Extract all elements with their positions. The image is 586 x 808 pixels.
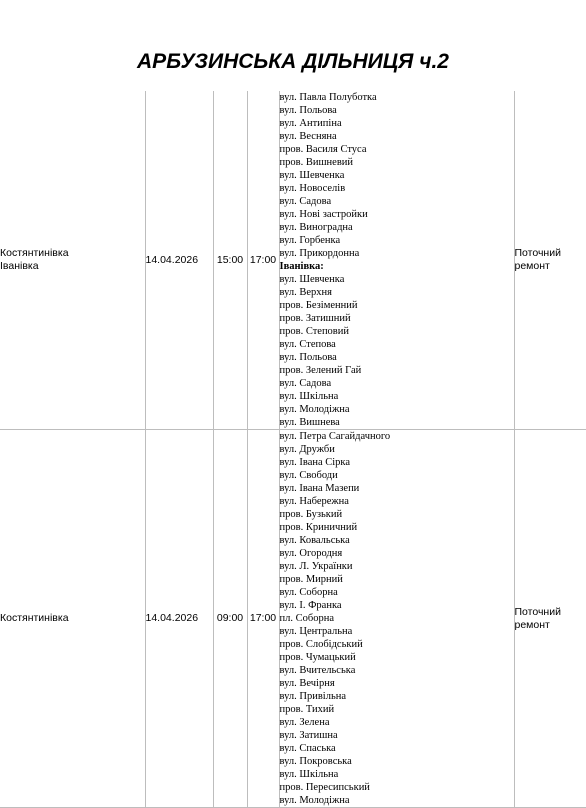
street-item: вул. Польова [280,351,514,364]
table-row [0,91,586,430]
street-item: вул. Шевченка [280,169,514,182]
page-title: АРБУЗИНСЬКА ДІЛЬНИЦЯ ч.2 [0,49,586,75]
street-item: вул. Садова [280,195,514,208]
location-line: Костянтинівка [0,247,145,260]
street-item: вул. Центральна [280,625,514,638]
street-item: пров. Зелений Гай [280,364,514,377]
street-item: вул. Шкільна [280,390,514,403]
street-item: вул. Привільна [280,690,514,703]
street-item: вул. Ковальська [280,534,514,547]
street-item: пров. Вишневий [280,156,514,169]
street-item: вул. Вчительська [280,664,514,677]
work-type-cell [514,430,586,808]
street-item: вул. Верхня [280,286,514,299]
street-item: вул. Шевченка [280,273,514,286]
street-item: вул. Антипіна [280,117,514,130]
table-row [0,430,586,808]
work-type-line: ремонт [515,619,586,632]
end-time-cell: 17:00 [247,91,279,430]
street-item: пров. Криничний [280,521,514,534]
street-item: пров. Степовий [280,325,514,338]
street-item: пров. Василя Стуса [280,143,514,156]
street-item: вул. Спаська [280,742,514,755]
location-cell [0,430,145,808]
work-type-line: Поточний [515,247,586,260]
start-time-cell: 15:00 [213,91,247,430]
outage-schedule-table [0,91,586,808]
street-item: вул. І. Франка [280,599,514,612]
village-heading: Іванівка: [280,260,514,273]
street-item: вул. Садова [280,377,514,390]
work-type-line: Поточний [515,606,586,619]
street-item: пров. Бузький [280,508,514,521]
street-item: вул. Нові застройки [280,208,514,221]
street-item: вул. Горбенка [280,234,514,247]
street-list-cell [279,430,514,808]
street-item: вул. Івана Мазепи [280,482,514,495]
street-item: вул. Набережна [280,495,514,508]
street-item: вул. Зелена [280,716,514,729]
street-item: вул. Дружби [280,443,514,456]
street-item: вул. Петра Сагайдачного [280,430,514,443]
street-item: вул. Новоселів [280,182,514,195]
work-type-cell [514,91,586,430]
date-cell: 14.04.2026 [145,91,213,430]
street-item: пров. Чумацький [280,651,514,664]
street-item: вул. Затишна [280,729,514,742]
street-item: вул. Весняна [280,130,514,143]
street-item: пров. Слобідський [280,638,514,651]
end-time-cell: 17:00 [247,430,279,808]
street-item: вул. Свободи [280,469,514,482]
street-item: вул. Молодіжна [280,403,514,416]
street-item: пров. Безіменний [280,299,514,312]
street-item: пров. Затишний [280,312,514,325]
street-item: пров. Пересипський [280,781,514,794]
street-item: вул. Покровська [280,755,514,768]
street-item: пл. Соборна [280,612,514,625]
street-item: вул. Степова [280,338,514,351]
street-item: вул. Івана Сірка [280,456,514,469]
street-item: вул. Л. Українки [280,560,514,573]
street-item: вул. Прикордонна [280,247,514,260]
street-item: вул. Шкільна [280,768,514,781]
street-item: вул. Вишнева [280,416,514,429]
street-item: вул. Польова [280,104,514,117]
street-list-cell [279,91,514,430]
street-item: вул. Молодіжна [280,794,514,807]
location-line: Костянтинівка [0,612,145,625]
work-type-line: ремонт [515,260,586,273]
street-item: вул. Соборна [280,586,514,599]
street-item: пров. Мирний [280,573,514,586]
start-time-cell: 09:00 [213,430,247,808]
street-item: вул. Огородня [280,547,514,560]
street-item: вул. Вечірня [280,677,514,690]
location-line: Іванівка [0,260,145,273]
street-item: пров. Тихий [280,703,514,716]
location-cell [0,91,145,430]
street-item: вул. Павла Полуботка [280,91,514,104]
date-cell: 14.04.2026 [145,430,213,808]
street-item: вул. Виноградна [280,221,514,234]
